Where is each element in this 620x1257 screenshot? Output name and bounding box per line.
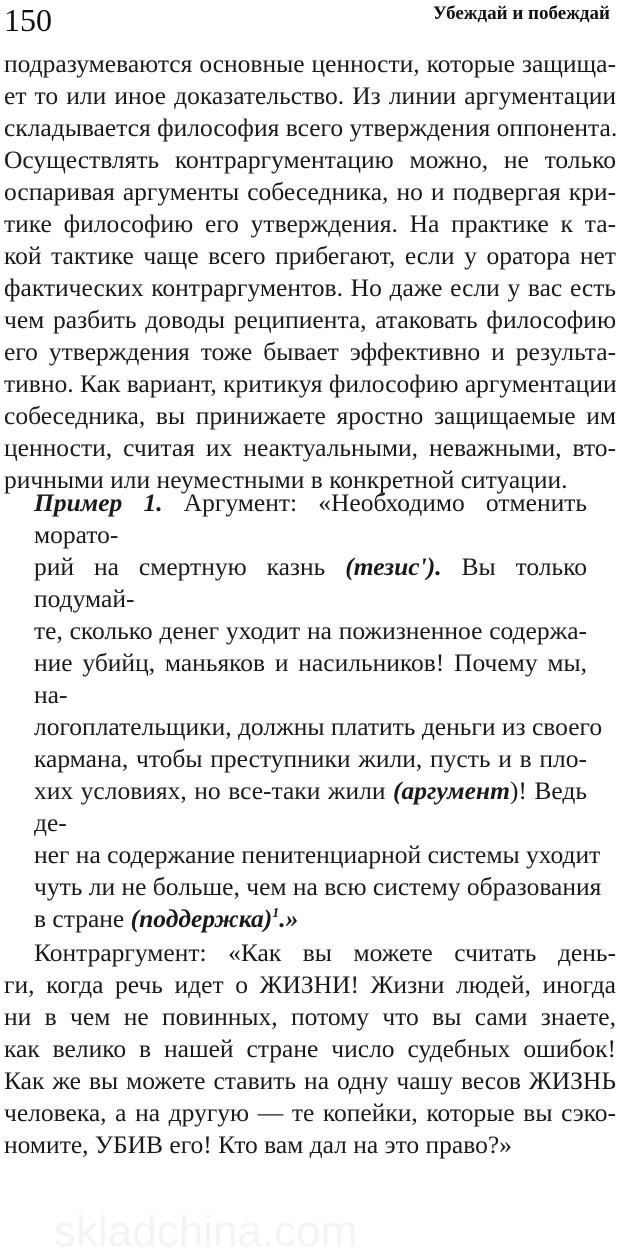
watermark: skladchina.com [54, 1207, 358, 1256]
text-line: ричными или неуместными в конкретной ситуации. [4, 465, 568, 494]
text-line: ценности, считая их неактуальными, неважными, вто- [4, 433, 616, 462]
text-line: оспаривая аргументы собеседника, но и подвергая кри- [4, 177, 616, 206]
example-line: чуть ли не больше, чем на всю систему образования [34, 872, 602, 901]
text-line: кой тактике чаще всего прибегают, если у оратора нет [4, 241, 616, 270]
text-line: человека, а на другую — те копейки, которые вы сэко- [4, 1098, 616, 1127]
example-line: логоплательщики, должны платить деньги из своего [34, 712, 603, 741]
example-line [34, 551, 587, 583]
example-line [34, 903, 587, 935]
running-title: Убеждай и побеждай [432, 3, 610, 24]
text-line: как велико в нашей стране число судебных ошибок! [4, 1034, 616, 1063]
example-text: в стране [34, 904, 125, 933]
example-line: кармана, чтобы преступники жили, пусть и в пло- [34, 744, 587, 773]
text-line: складывается философия всего утверждения оппонента. [4, 113, 618, 142]
page-number: 150 [4, 2, 52, 38]
text-line: Осуществлять контраргументацию можно, не только [4, 145, 616, 174]
text-line: номите, УБИВ его! Кто вам дал на это право?» [4, 1130, 512, 1159]
example-line: на- [34, 680, 68, 709]
text-line: Как же вы можете ставить на одну чашу весов ЖИЗНЬ [4, 1066, 616, 1095]
example-text: рий на смертную казнь [34, 552, 326, 581]
text-line: ни в чем не повинных, потому что вы сами знаете, [4, 1002, 616, 1031]
text-line: его утверждения тоже бывает эффективно и результа- [4, 337, 616, 366]
example-line [34, 487, 587, 519]
support-mark-text: (поддержка) [130, 904, 273, 933]
text-line: тике философию его утверждения. На практике к та- [4, 209, 616, 238]
closing-quote: .» [279, 904, 299, 933]
example-line: подумай- [34, 584, 135, 613]
text-line: ги, когда речь идет о ЖИЗНИ! Жизни людей, иногда [4, 970, 616, 999]
example-text: Вы только [461, 552, 588, 581]
example-line: морато- [34, 520, 119, 549]
footnote-ref[interactable]: 1 [272, 906, 280, 921]
text-line: собеседника, вы принижаете яростно защищаемые им [4, 401, 616, 430]
text-line: ет то или иное доказательство. Из линии аргументации [4, 81, 616, 110]
example-line: де- [34, 808, 67, 837]
support-mark [131, 904, 299, 933]
example-text: хих условиях, но все-таки жили [34, 776, 386, 805]
example-line [34, 775, 587, 807]
text-line: тивно. Как вариант, критикуя философию аргументации [4, 369, 617, 398]
text-line: фактических контраргументов. Но даже если у вас есть [4, 273, 616, 302]
text-line: чем разбить доводы реципиента, атаковать философию [4, 305, 616, 334]
example-label: Пример 1. [34, 488, 163, 517]
argument-mark: (аргумент [393, 776, 510, 805]
example-line: нег на содержание пенитенциарной системы уходит [34, 840, 601, 869]
text-line: Контраргумент: «Как вы можете считать день- [34, 938, 616, 967]
example-text: )! Ведь [509, 776, 588, 805]
thesis-mark: (тезис'). [345, 552, 442, 581]
example-text: Аргумент: «Необходимо отменить [183, 488, 588, 517]
example-line: ние убийц, маньяков и насильников! Почему мы, [34, 648, 587, 677]
text-line: подразумеваются основные ценности, которые защища- [4, 49, 616, 78]
example-line: те, сколько денег уходит на пожизненное содержа- [34, 616, 587, 645]
